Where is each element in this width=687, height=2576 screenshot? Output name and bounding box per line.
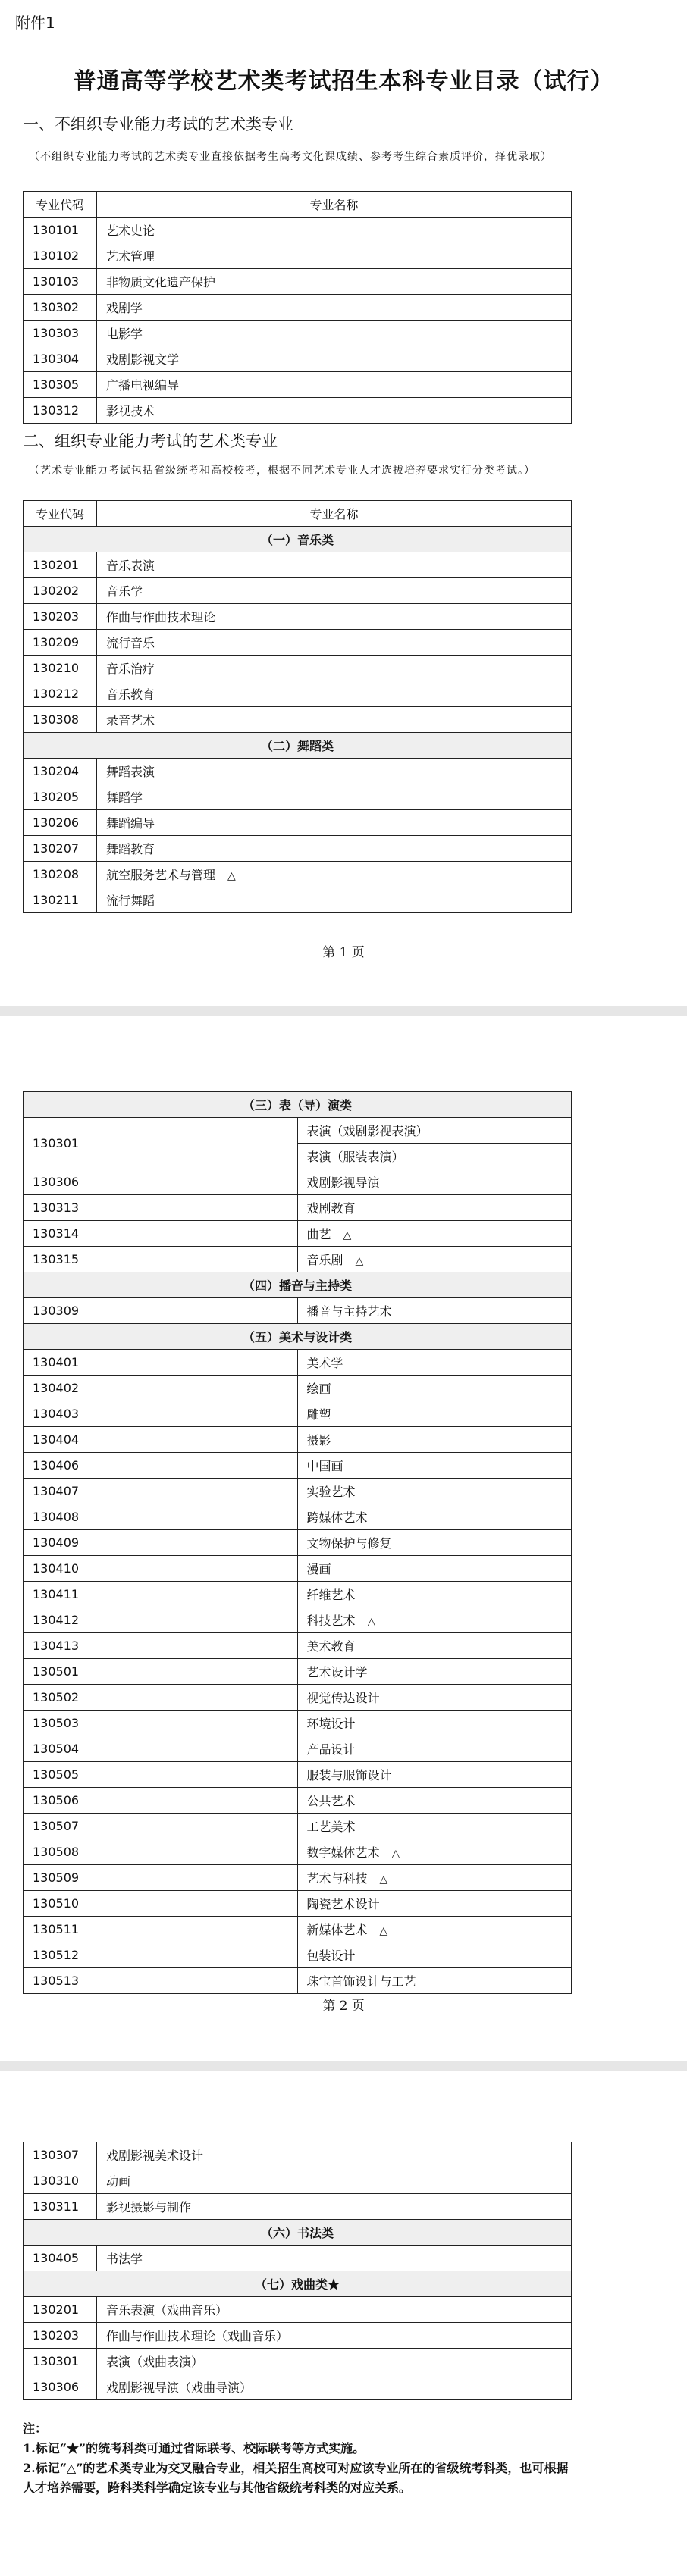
- notes-title: 注：: [23, 2421, 48, 2436]
- page-gap: [0, 1006, 687, 1016]
- category-row-opera: （七）戏曲类★: [24, 2271, 572, 2297]
- table-row: 130301 表演（戏曲表演）: [24, 2349, 572, 2374]
- table-row: 130205 舞蹈学: [24, 784, 572, 810]
- table-row: 130301 表演（戏剧影视表演）: [24, 1118, 572, 1144]
- table-row: 130206 舞蹈编导: [24, 810, 572, 836]
- table-header-row: [24, 192, 572, 218]
- cross-discipline-mark: △: [343, 1229, 352, 1241]
- section-1-note: （不组织专业能力考试的艺术类专业直接依据考生高考文化课成绩、参考考生综合素质评价，择优录取）: [29, 151, 552, 163]
- cross-discipline-mark: △: [379, 1925, 388, 1937]
- table-row: 130409 文物保护与修复: [24, 1530, 572, 1556]
- table-row: 130502 视觉传达设计: [24, 1685, 572, 1711]
- table-section-1: [23, 191, 572, 424]
- table-page-2: [23, 1091, 572, 1994]
- table-row: 130211 流行舞蹈: [24, 887, 572, 913]
- table-row: 130204 舞蹈表演: [24, 759, 572, 784]
- table-page-3: [23, 2142, 572, 2400]
- col-code-header: 专业代码: [24, 192, 97, 218]
- cross-discipline-mark: △: [379, 1873, 388, 1886]
- table-header-row: [24, 501, 572, 527]
- page-number-1: 第 1 页: [322, 945, 365, 960]
- table-row: 130202 音乐学: [24, 578, 572, 604]
- category-row-perform: （三）表（导）演类: [24, 1092, 572, 1118]
- category-row-dance: （二）舞蹈类: [24, 733, 572, 759]
- table-row: 130403 雕塑: [24, 1401, 572, 1427]
- document-title: 普通高等学校艺术类考试招生本科专业目录（试行）: [73, 68, 614, 95]
- table-row: 130513 珠宝首饰设计与工艺: [24, 1968, 572, 1994]
- attachment-label: 附件1: [15, 14, 55, 32]
- table-row: 130102 艺术管理: [24, 243, 572, 269]
- table-row: 表演（服装表演）: [24, 1144, 572, 1169]
- table-row: 130408 跨媒体艺术: [24, 1504, 572, 1530]
- category-row-music: （一）音乐类: [24, 527, 572, 552]
- table-row: 130306 戏剧影视导演（戏曲导演）: [24, 2374, 572, 2400]
- page-number-2: 第 2 页: [322, 1999, 365, 2014]
- table-row: 130302 戏剧学: [24, 295, 572, 321]
- table-row: 130201 音乐表演: [24, 552, 572, 578]
- table-row: 130510 陶瓷艺术设计: [24, 1891, 572, 1917]
- cross-discipline-mark: △: [367, 1616, 376, 1628]
- note-1: 1.标记“★”的统考科类可通过省际联考、校际联考等方式实施。: [23, 2441, 365, 2455]
- table-row: 130410 漫画: [24, 1556, 572, 1582]
- table-row: 130201 音乐表演（戏曲音乐）: [24, 2297, 572, 2323]
- table-row: 130312 影视技术: [24, 398, 572, 424]
- table-section-2: [23, 500, 572, 913]
- table-row: 130308 录音艺术: [24, 707, 572, 733]
- table-row: 130310 动画: [24, 2168, 572, 2194]
- table-row: 130309 播音与主持艺术: [24, 1298, 572, 1324]
- table-row: 130314 曲艺 △: [24, 1221, 572, 1247]
- table-row: 130203 作曲与作曲技术理论: [24, 604, 572, 630]
- table-row: 130305 广播电视编导: [24, 372, 572, 398]
- table-row: 130101 艺术史论: [24, 218, 572, 243]
- table-row: 130208 航空服务艺术与管理 △: [24, 862, 572, 887]
- table-row: 130512 包装设计: [24, 1942, 572, 1968]
- table-row: 130307 戏剧影视美术设计: [24, 2142, 572, 2168]
- table-row: 130209 流行音乐: [24, 630, 572, 656]
- table-row: 130306 戏剧影视导演: [24, 1169, 572, 1195]
- table-row: 130508 数字媒体艺术 △: [24, 1839, 572, 1865]
- cross-discipline-mark: △: [355, 1255, 364, 1267]
- table-row: 130212 音乐教育: [24, 681, 572, 707]
- col-code-header: 专业代码: [24, 501, 97, 527]
- table-row: 130412 科技艺术 △: [24, 1607, 572, 1633]
- table-row: 130404 摄影: [24, 1427, 572, 1453]
- table-row: 130511 新媒体艺术 △: [24, 1917, 572, 1942]
- table-row: 130304 戏剧影视文学: [24, 346, 572, 372]
- table-row: 130413 美术教育: [24, 1633, 572, 1659]
- table-row: 130411 纤维艺术: [24, 1582, 572, 1607]
- table-row: 130504 产品设计: [24, 1736, 572, 1762]
- col-name-header: 专业名称: [97, 501, 572, 527]
- table-row: 130103 非物质文化遗产保护: [24, 269, 572, 295]
- table-row: 130315 音乐剧 △: [24, 1247, 572, 1272]
- table-row: 130401 美术学: [24, 1350, 572, 1376]
- table-row: 130303 电影学: [24, 321, 572, 346]
- col-name-header: 专业名称: [97, 192, 572, 218]
- table-row: 130405 书法学: [24, 2246, 572, 2271]
- section-1-heading: 一、不组织专业能力考试的艺术类专业: [23, 115, 293, 133]
- category-row-calligraphy: （六）书法类: [24, 2220, 572, 2246]
- notes-block: [23, 2419, 576, 2498]
- table-row: 130406 中国画: [24, 1453, 572, 1479]
- note-2: 2.标记“△”的艺术类专业为交叉融合专业，相关招生高校可对应该专业所在的省级统考科类，也可根据人才培养需要，跨科类科学确定该专业与其他省级统考科类的对应关系。: [23, 2461, 569, 2495]
- table-row: 130407 实验艺术: [24, 1479, 572, 1504]
- table-row: 130313 戏剧教育: [24, 1195, 572, 1221]
- table-row: 130509 艺术与科技 △: [24, 1865, 572, 1891]
- table-row: 130501 艺术设计学: [24, 1659, 572, 1685]
- table-row: 130207 舞蹈教育: [24, 836, 572, 862]
- cross-discipline-mark: △: [391, 1848, 400, 1860]
- category-row-broadcast: （四）播音与主持类: [24, 1272, 572, 1298]
- table-row: 130506 公共艺术: [24, 1788, 572, 1814]
- cross-discipline-mark: △: [227, 870, 236, 882]
- page-gap: [0, 2061, 687, 2071]
- section-2-note: （艺术专业能力考试包括省级统考和高校校考，根据不同艺术专业人才选拔培养要求实行分类考试。）: [29, 465, 535, 477]
- table-row: 130402 绘画: [24, 1376, 572, 1401]
- table-row: 130311 影视摄影与制作: [24, 2194, 572, 2220]
- table-row: 130505 服装与服饰设计: [24, 1762, 572, 1788]
- category-row-design: （五）美术与设计类: [24, 1324, 572, 1350]
- table-row: 130503 环境设计: [24, 1711, 572, 1736]
- section-2-heading: 二、组织专业能力考试的艺术类专业: [23, 432, 278, 450]
- table-row: 130203 作曲与作曲技术理论（戏曲音乐）: [24, 2323, 572, 2349]
- table-row: 130507 工艺美术: [24, 1814, 572, 1839]
- table-row: 130210 音乐治疗: [24, 656, 572, 681]
